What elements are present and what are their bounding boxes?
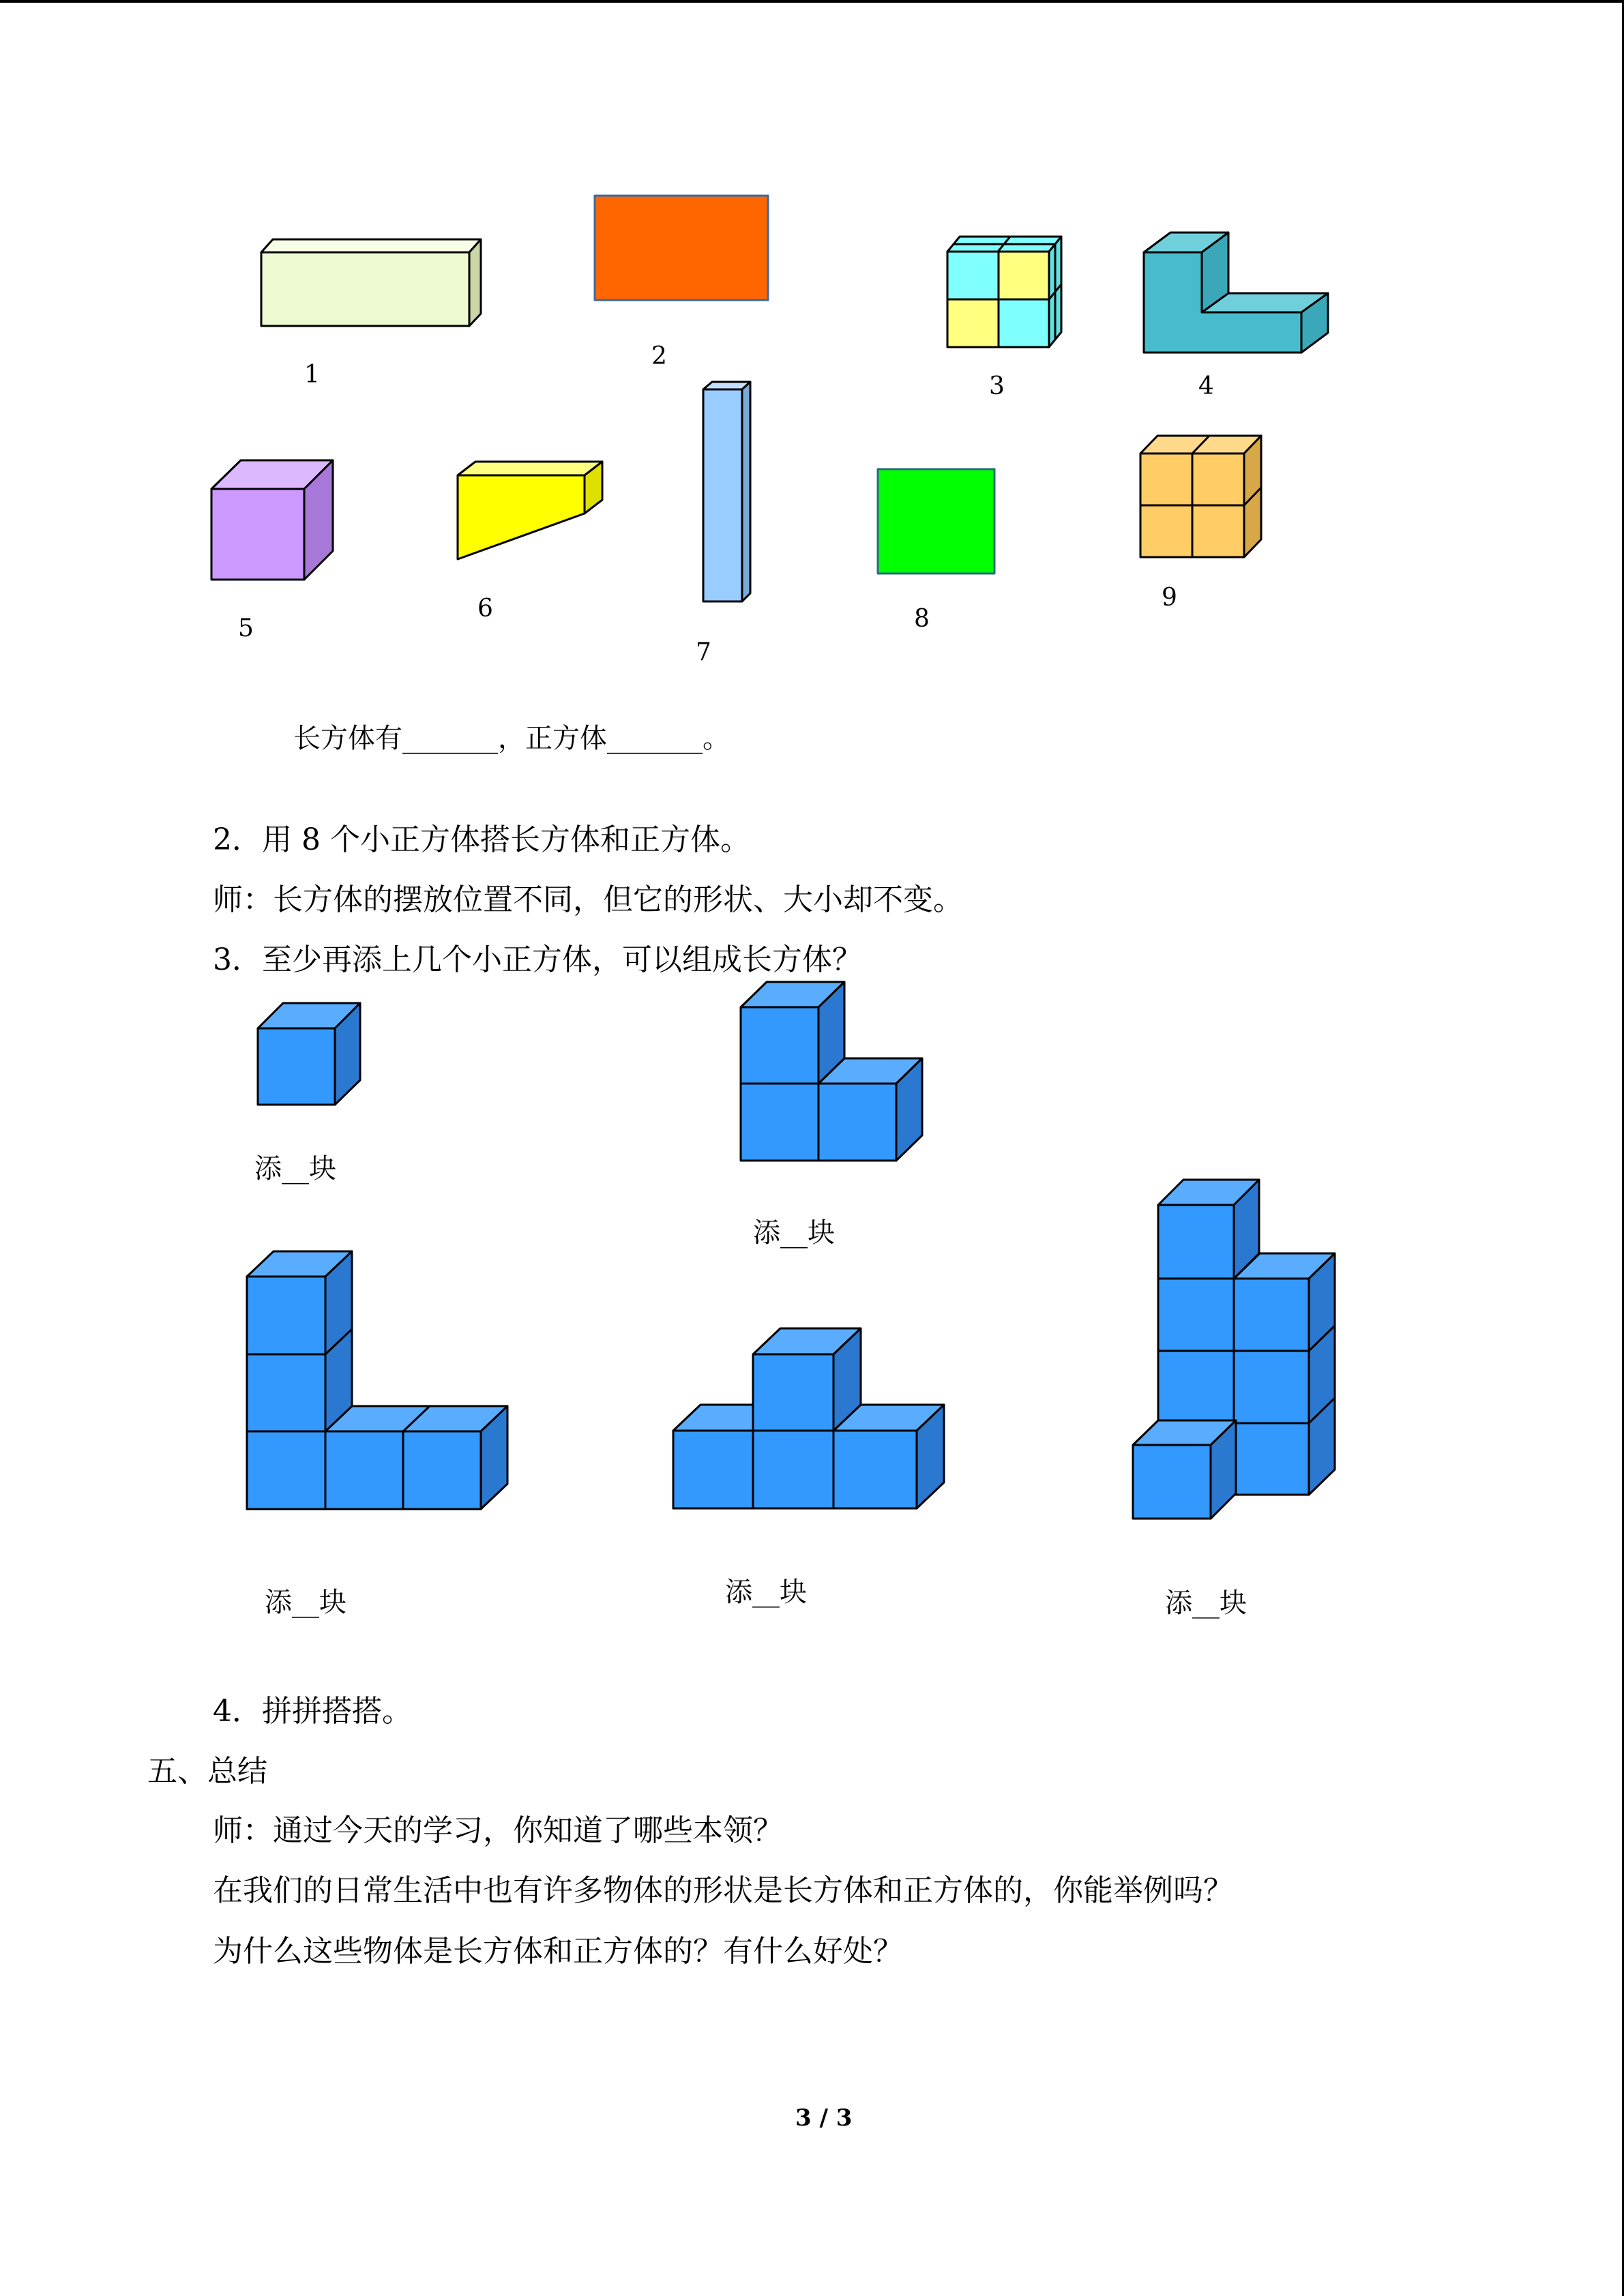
summary-line-3: 为什么这些物体是长方体和正方体的？有什么好处？ <box>213 1934 903 1969</box>
shape-2-rectangle <box>595 196 768 300</box>
q3-figure-big-l <box>247 1251 507 1509</box>
summary-line-1: 师：通过今天的学习，你知道了哪些本领？ <box>213 1813 783 1848</box>
section-5-title: 五、总结 <box>147 1754 267 1789</box>
q3-figure-l-three-cubes <box>741 982 922 1161</box>
summary-line-2: 在我们的日常生活中也有许多物体的形状是长方体和正方体的，你能举例吗？ <box>213 1873 1233 1908</box>
figure-label-9: 9 <box>1162 584 1177 612</box>
q3-answer-c: 添__块 <box>265 1587 346 1618</box>
q3-answer-b: 添__块 <box>753 1217 835 1249</box>
q4-heading: 4．拼拼搭搭。 <box>213 1694 412 1729</box>
figure-label-1: 1 <box>304 361 320 389</box>
q3-answer-a: 添__块 <box>254 1153 336 1184</box>
q3-figure-single-cube <box>258 1003 360 1105</box>
shape-9-cube <box>1140 436 1261 557</box>
figure-label-8: 8 <box>914 605 930 633</box>
q3-figure-tower <box>1133 1180 1335 1519</box>
shape-1-cuboid <box>261 239 481 326</box>
q1-fill-in-line: 长方体有_______，正方体_______。 <box>293 723 730 754</box>
shape-7-prism <box>703 382 750 601</box>
q2-teacher-note: 师：长方体的摆放位置不同，但它的形状、大小却不变。 <box>213 882 963 917</box>
figure-label-5: 5 <box>238 614 254 642</box>
figure-label-6: 6 <box>477 595 493 623</box>
q3-heading: 3．至少再添上几个小正方体，可以组成长方体？ <box>213 942 862 977</box>
q3-answer-d: 添__块 <box>725 1577 807 1608</box>
page-number: 3 / 3 <box>795 2104 853 2132</box>
shape-3-cube <box>947 237 1061 347</box>
shape-5-cube <box>211 460 333 580</box>
figure-label-7: 7 <box>696 638 711 666</box>
q2-heading: 2．用 8 个小正方体搭长方体和正方体。 <box>213 822 750 857</box>
figure-label-4: 4 <box>1198 372 1214 400</box>
shape-8-square <box>878 469 994 573</box>
q3-figure-t-shape <box>673 1328 944 1508</box>
q3-answer-e: 添__块 <box>1165 1587 1247 1619</box>
figure-label-3: 3 <box>989 372 1005 400</box>
figure-label-2: 2 <box>651 342 667 370</box>
shape-4-l-block <box>1144 233 1328 353</box>
shape-6-wedge <box>458 462 602 559</box>
